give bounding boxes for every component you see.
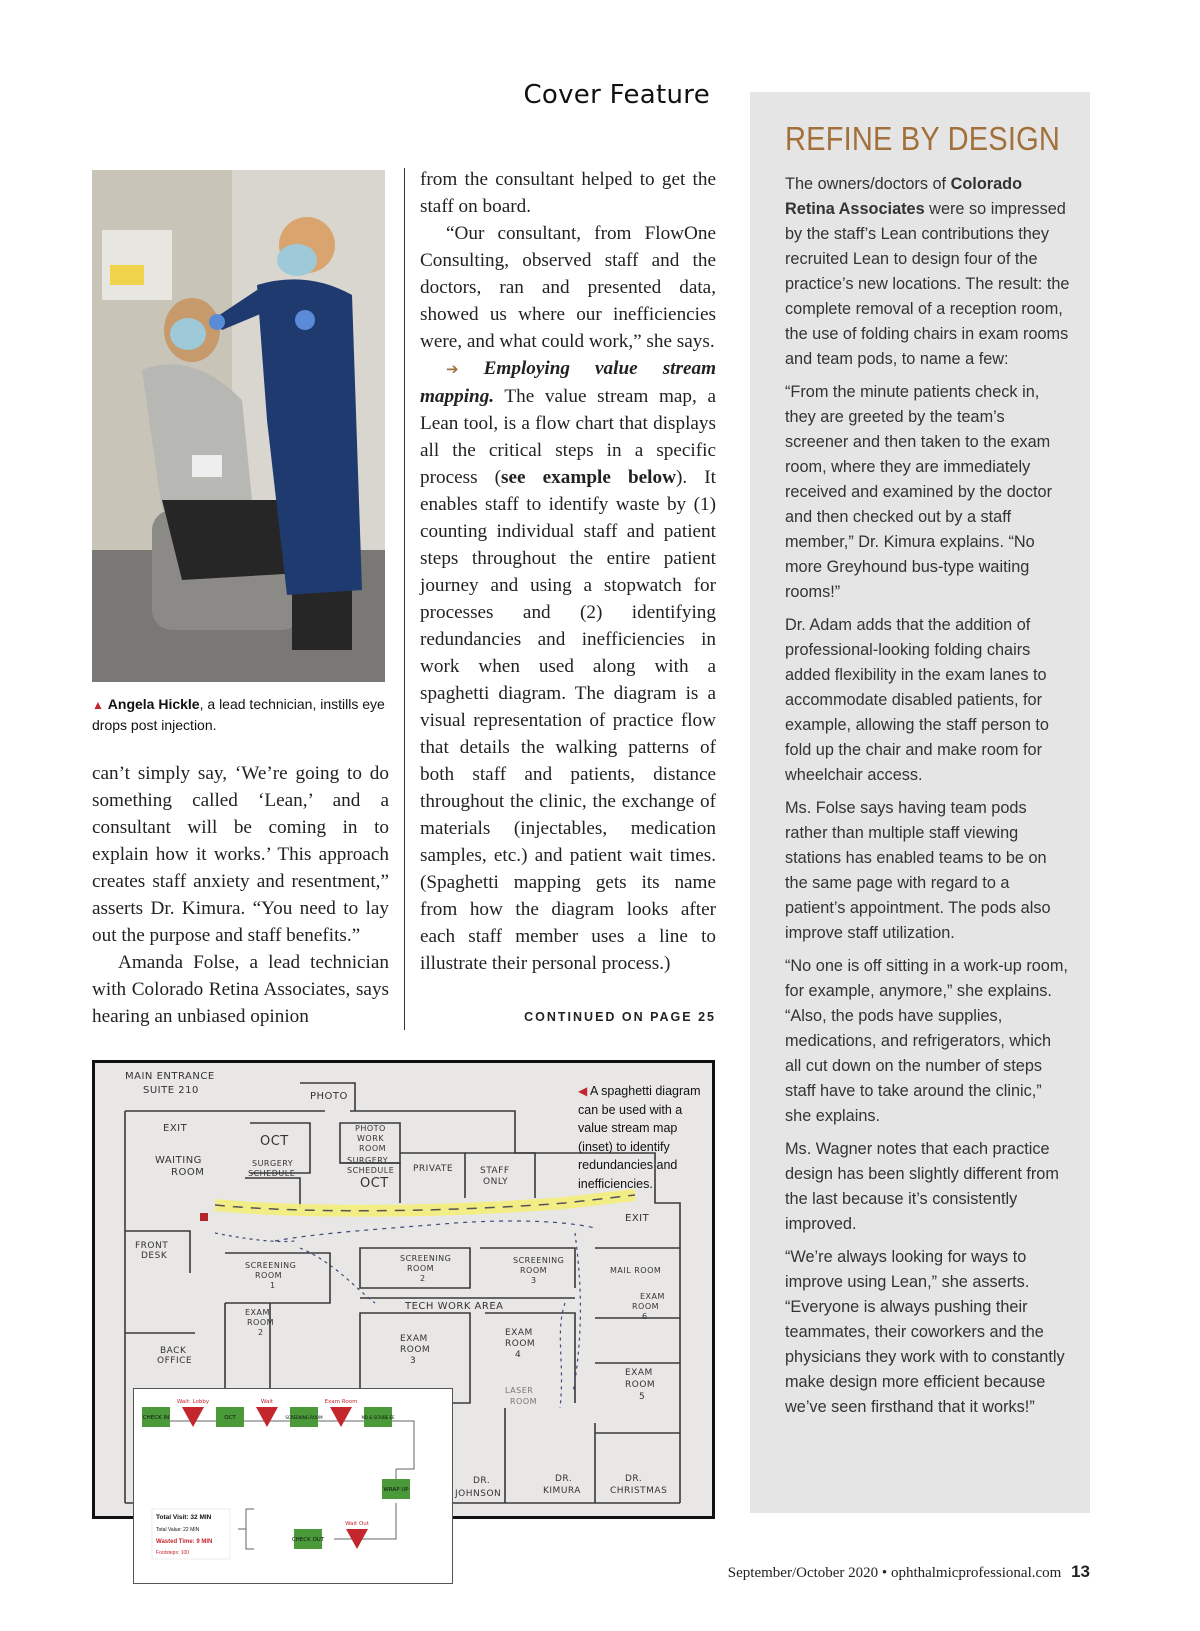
label-back-office: BACK: [160, 1346, 187, 1356]
sidebar-paragraph: Ms. Folse says having team pods rather than multiple staff viewing stations has enabled teams to be on the same page with regard to a patient’s appointment. The pods also improve staff utilization.: [785, 799, 1051, 942]
label-exam-4: EXAM: [505, 1328, 533, 1338]
footer-bullet: •: [881, 1565, 891, 1581]
label-photo-work: PHOTO: [355, 1124, 386, 1133]
label-private: PRIVATE: [413, 1164, 454, 1174]
label-exam-2: ROOM: [247, 1318, 275, 1327]
label-front-desk: FRONT: [135, 1241, 169, 1251]
vsm-wasted-time: Wasted Time: 9 MIN: [156, 1539, 213, 1545]
label-screening-2: 2: [420, 1274, 426, 1283]
label-screening-2: SCREENING: [400, 1254, 452, 1263]
label-tech-work-area: TECH WORK AREA: [405, 1301, 504, 1312]
sidebar-paragraph: Ms. Wagner notes that each practice design has been slightly different from the last because it’s consistently improved.: [785, 1140, 1059, 1233]
bold-reference: see example below: [501, 467, 676, 488]
caption-text: , a lead technician, instills eye drops post injection.: [92, 696, 385, 733]
photo-caption: [92, 694, 385, 735]
value-stream-map-inset: [133, 1388, 453, 1584]
label-exam-5: 5: [639, 1392, 646, 1402]
vsm-step-label: CHECK IN: [142, 1415, 170, 1421]
label-dr-christmas: CHRISTMAS: [610, 1486, 668, 1496]
label-staff-only: ONLY: [483, 1177, 509, 1187]
sidebar-title: REFINE BY DESIGN: [785, 120, 1060, 157]
diagram-caption: [578, 1082, 706, 1193]
label-oct: OCT: [260, 1134, 289, 1149]
section-title: Cover Feature: [523, 80, 710, 110]
footer-date: September/October 2020: [727, 1565, 879, 1581]
label-back-office: OFFICE: [157, 1356, 193, 1366]
label-exam-6: ROOM: [632, 1302, 660, 1311]
sidebar-body: [785, 172, 1070, 1428]
vsm-step-label: CHECK OUT: [291, 1537, 325, 1543]
label-exit-top: EXIT: [163, 1123, 188, 1134]
label-screening-1: 1: [270, 1281, 276, 1290]
body-paragraph: from the consultant helped to get the staff on board.: [420, 169, 716, 217]
label-screening-3: SCREENING: [513, 1256, 565, 1265]
body-paragraph: Amanda Folse, a lead technician with Colorado Retina Associates, says hearing an unbiased opinion: [92, 952, 389, 1027]
column-divider: [404, 168, 405, 1030]
label-exam-2: 2: [258, 1328, 264, 1337]
label-dr-johnson: DR.: [473, 1476, 491, 1486]
label-oct-2: OCT: [360, 1176, 389, 1191]
label-exam-2: EXAM: [245, 1308, 270, 1317]
page-number: 13: [1071, 1562, 1090, 1581]
vsm-wait-label: Wait: Lobby: [176, 1399, 210, 1405]
label-laser-room: LASER: [505, 1386, 534, 1395]
label-dr-kimura: KIMURA: [543, 1486, 581, 1496]
vsm-wait-label: Wait Out: [345, 1521, 369, 1527]
label-surgery-schedule: SCHEDULE: [248, 1169, 296, 1178]
sidebar-paragraph: “From the minute patients check in, they are greeted by the team’s screener and then taken to the exam room, where they are immediately received and examined by the doctor and then checked out by a staff member,” Dr. Kimura explains. “No more Greyhound bus-type waiting rooms!”: [785, 383, 1052, 601]
label-exit-right: EXIT: [625, 1213, 650, 1224]
label-dr-johnson: JOHNSON: [455, 1489, 502, 1499]
label-surgery-schedule-oct: SCHEDULE: [347, 1166, 395, 1175]
label-dr-christmas: DR.: [625, 1474, 643, 1484]
label-front-desk: DESK: [141, 1251, 168, 1261]
body-paragraph: “Our consultant, from FlowOne Consulting, observed staff and the doctors, ran and presented data, showed us where our inefficiencies were, and what could work,” she says.: [420, 223, 716, 352]
text-run: were so impressed by the staff’s Lean contributions they recruited Lean to design four of the practice’s new locations. The result: the complete removal of a reception room, the use of folding chairs in exam rooms and team pods, to name a few:: [785, 200, 1070, 368]
subheading: Employing value stream mapping.: [420, 358, 716, 407]
label-exam-3: EXAM: [400, 1334, 428, 1344]
caption-triangle-left-icon: ◀: [578, 1084, 588, 1098]
sidebar-paragraph: “We’re always looking for ways to improve using Lean,” she asserts. “Everyone is always pushing their teammates, their coworkers and the physicians they work with to constantly make design more efficient because we’ve seen firsthand that it works!”: [785, 1248, 1065, 1416]
vsm-total-value: Total Value: 22 MIN: [156, 1527, 200, 1533]
page-footer: [640, 1562, 1090, 1582]
body-column-middle: [420, 166, 716, 977]
label-surgery-schedule: SURGERY: [252, 1159, 294, 1168]
caption-name: Angela Hickle: [107, 696, 200, 712]
label-laser-room: ROOM: [510, 1397, 538, 1406]
label-exam-6: 6: [642, 1312, 648, 1321]
body-column-left: [92, 760, 389, 1030]
label-screening-1: ROOM: [255, 1271, 283, 1280]
vsm-wait-triangle: [256, 1407, 278, 1427]
text-run: The value stream map, a Lean tool, is a flow chart that displays all the critical steps in a specific process (: [420, 386, 716, 488]
label-photo-work: WORK: [357, 1134, 385, 1143]
vsm-step-label: WRAP UP: [383, 1487, 409, 1493]
footer-site: ophthalmicprofessional.com: [890, 1565, 1062, 1581]
feature-photo: [92, 170, 385, 682]
sidebar-paragraph: [785, 172, 1070, 372]
label-exam-3: ROOM: [400, 1345, 431, 1355]
body-paragraph: can’t simply say, ‘We’re going to do something called ‘Lean,’ and a consultant will be coming in to explain how it works.’ This approach creates staff anxiety and resentment,” asserts Dr. Kimura. “You need to lay out the purpose and staff benefits.”: [92, 763, 389, 946]
vsm-step-label: MD & SCRIBE EE: [361, 1415, 395, 1420]
label-exam-6: EXAM: [640, 1292, 665, 1301]
label-waiting-room: WAITING: [155, 1155, 202, 1166]
label-exam-4: ROOM: [505, 1339, 536, 1349]
label-exam-4: 4: [515, 1350, 522, 1360]
vsm-total-visit: Total Visit: 32 MIN: [156, 1514, 212, 1521]
label-screening-3: ROOM: [520, 1266, 548, 1275]
label-exam-5: ROOM: [625, 1380, 656, 1390]
continued-notice: CONTINUED ON PAGE 25: [524, 1010, 716, 1024]
label-screening-3: 3: [531, 1276, 537, 1285]
label-surgery-schedule-oct: SURGERY: [347, 1156, 389, 1165]
label-screening-1: SCREENING: [245, 1261, 297, 1270]
label-main-entrance: MAIN ENTRANCE: [125, 1071, 215, 1082]
vsm-wait-triangle: [182, 1407, 204, 1427]
sidebar-paragraph: “No one is off sitting in a work-up room, for example, anymore,” she explains. “Also, the pods have supplies, medications, and refrigerators, which all cut down on the number of steps staff have to take around the clinic,” she explains.: [785, 957, 1068, 1125]
label-dr-kimura: DR.: [555, 1474, 573, 1484]
practice-name: Colorado Retina Associates: [785, 175, 1023, 218]
label-exam-5: EXAM: [625, 1368, 653, 1378]
label-screening-2: ROOM: [407, 1264, 435, 1273]
body-paragraph: [420, 355, 716, 977]
label-photo: PHOTO: [310, 1091, 348, 1102]
label-suite: SUITE 210: [143, 1085, 199, 1096]
vsm-wait-triangle: [330, 1407, 352, 1427]
label-photo-work: ROOM: [359, 1144, 387, 1153]
diagram-caption-text: A spaghetti diagram can be used with a value stream map (inset) to identify redundancies and inefficiencies.: [578, 1084, 701, 1191]
arrow-right-icon: ➔: [446, 360, 459, 378]
vsm-step-label: OCT: [224, 1415, 236, 1421]
vsm-wait-label: Exam Room: [324, 1399, 358, 1405]
vsm-wait-label: Wait: [260, 1399, 274, 1405]
label-staff-only: STAFF: [480, 1166, 510, 1176]
label-waiting-room: ROOM: [171, 1167, 205, 1178]
vsm-footsteps: Footsteps: 100: [156, 1550, 190, 1556]
label-mail-room: MAIL ROOM: [610, 1266, 662, 1275]
vsm-step-label: SCREENING ROOM: [285, 1415, 323, 1420]
text-run: The owners/doctors of: [785, 175, 951, 193]
text-run: ). It enables staff to identify waste by (1) counting individual staff and patient steps throughout the entire patient journey and using a stopwatch for processes and (2) identifying redundancies and inefficiencies in work when used along with a spaghetti diagram. The diagram is a visual representation of practice flow that details the walking patterns of both staff and patients, distance throughout the clinic, the exchange of materials (injectables, medication samples, etc.) and patient wait times. (Spaghetti mapping gets its name from how the diagram looks after each staff member uses a line to illustrate their personal process.): [420, 467, 716, 974]
label-exam-3: 3: [410, 1356, 417, 1366]
caption-triangle-icon: ▲: [92, 698, 104, 712]
sidebar-paragraph: Dr. Adam adds that the addition of professional-looking folding chairs added flexibility in the exam lanes to accommodate disabled patients, for example, allowing the staff person to fold up the chair and make room for wheelchair access.: [785, 616, 1049, 784]
